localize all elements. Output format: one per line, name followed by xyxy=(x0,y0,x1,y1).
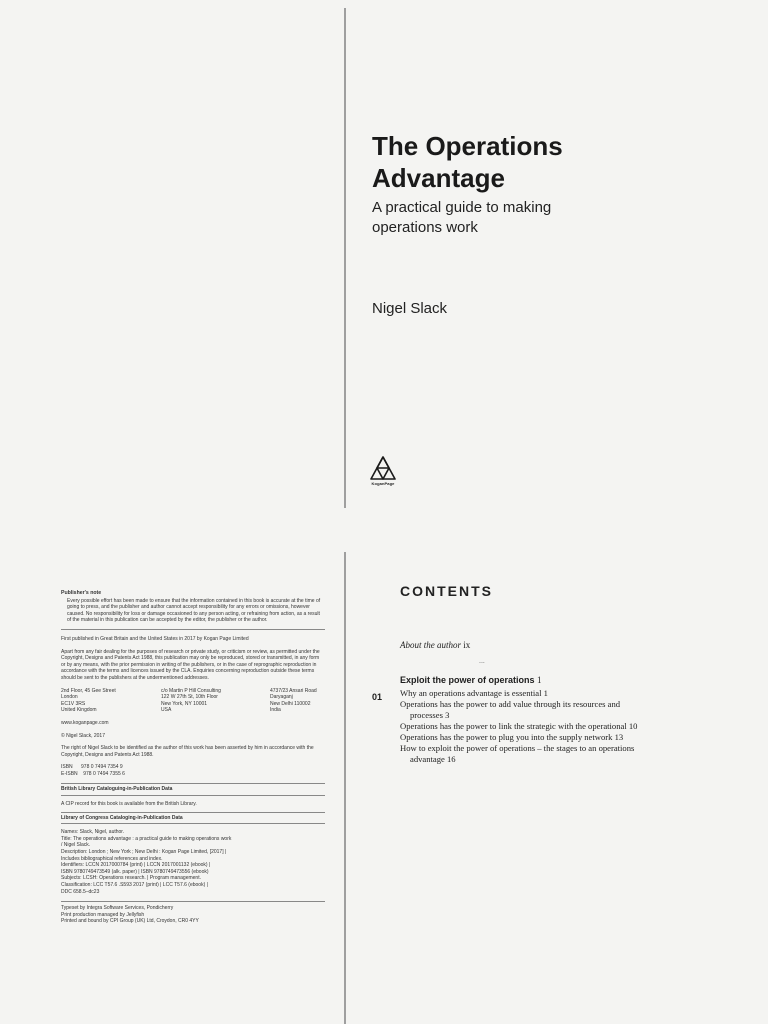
publisher-logo-text: KoganPage xyxy=(371,481,395,486)
publisher-addresses xyxy=(61,688,325,714)
toc-section[interactable]: Operations has the power to add value through its resources and processes 3 xyxy=(400,699,621,720)
toc-section[interactable]: Operations has the power to link the strategic with the operational 10 xyxy=(400,721,638,731)
toc-chapter-1[interactable] xyxy=(400,675,542,685)
toc-about-author-label: About the author xyxy=(400,640,461,650)
isbn: ISBN 978 0 7494 7354 9 xyxy=(61,764,123,771)
page-gutter-bottom xyxy=(344,552,346,1024)
book-subtitle: A practical guide to making operations work xyxy=(372,199,552,236)
loc-cip-heading: Library of Congress Cataloging-in-Publication Data xyxy=(61,812,325,825)
printing-info: Typeset by Integra Software Services, Pondicherry Print production managed by Jellyfish Printed and bound by CPI Group (UK) Ltd, Croydon, CR0 4YY xyxy=(61,901,325,925)
chapter-page: 1 xyxy=(537,675,542,685)
rights-statement: Apart from any fair dealing for the purposes of research or private study, or criticism or review, as permitted under the Copyright, Designs and Patents Act 1988, this publication may only be reproduced, stored or transmitted, in any form or by any means, with the prior permission in writing of the publishers, or in the case of reprographic reproduction in accordance with the terms and licences issued by the CLA. Enquiries concerning reproduction outside these terms should be sent to the publishers at the undermentioned addresses. xyxy=(61,648,320,681)
contents-heading: CONTENTS xyxy=(400,583,493,599)
address-new-york: c/o Martin P Hill Consulting 122 W 27th St, 10th Floor New York, NY 10001 USA xyxy=(161,687,221,714)
eisbn: E-ISBN 978 0 7494 7355 6 xyxy=(61,770,125,777)
chapter-title: Exploit the power of operations xyxy=(400,675,535,685)
website: www.koganpage.com xyxy=(61,719,109,726)
publishers-note-heading: Publisher's note xyxy=(61,590,102,596)
copyright-line: © Nigel Slack, 2017 xyxy=(61,732,105,739)
chapter-number: 01 xyxy=(372,692,383,702)
publishers-note xyxy=(61,586,325,630)
book-title: The Operations Advantage xyxy=(372,131,563,193)
page-gutter-top xyxy=(344,8,346,508)
bl-cip-heading: British Library Cataloguing-in-Publication Data xyxy=(61,783,325,796)
address-new-delhi: 4737/23 Ansari Road Daryaganj New Delhi 110002 India xyxy=(270,687,317,714)
address-london: 2nd Floor, 45 Gee Street London EC1V 3RS United Kingdom xyxy=(61,687,116,714)
moral-right: The right of Nigel Slack to be identified as the author of this work has been asserted by him in accordance with the Copyright, Designs and Patents Act 1988. xyxy=(61,745,314,758)
loc-cip-text: Names: Slack, Nigel, author. Title: The operations advantage : a practical guide to making operations work / Nigel Slack. Description: London ; New York ; New Delhi : Kogan Page Limited, [2017] | Includes bibliographical references and index. Identifiers: LCCN 2017000784 (print) | LCCN 2017001132 (ebook) | ISBN 9780749473549 (alk. paper) | ISBN 9780749473556 (ebook) Subjects: LCSH: Operations research. | Program management. Classification: LCC T57.6 .S593 2017 (print) | LCC T57.6 (ebook) | DDC 658.5–dc23 xyxy=(61,829,232,895)
kogan-page-logo-icon xyxy=(369,455,397,481)
toc-sections xyxy=(400,688,640,765)
book-author: Nigel Slack xyxy=(372,300,448,317)
toc-about-author-page: ix xyxy=(463,640,471,650)
toc-section[interactable]: How to exploit the power of operations – the stages to an operations advantage 16 xyxy=(400,743,635,764)
toc-section[interactable]: Why an operations advantage is essential 1 xyxy=(400,688,548,698)
first-published: First published in Great Britain and the United States in 2017 by Kogan Page Limited xyxy=(61,635,249,642)
continuation-mark: ... xyxy=(479,658,485,665)
copyright-page xyxy=(61,586,325,925)
publishers-note-body: Every possible effort has been made to ensure that the information contained in this book is accurate at the time of going to press, and the publisher and author cannot accept responsibility for any errors or omissions, however caused. No responsibility for loss or damage occasioned to any person acting, or refraining from action, as a result of the material in this publication can be accepted by the editor, the publisher or the author. xyxy=(67,597,321,624)
publisher-logo xyxy=(366,455,400,486)
toc-about-author[interactable] xyxy=(400,640,470,650)
toc-section[interactable]: Operations has the power to plug you into the supply network 13 xyxy=(400,732,624,742)
bl-cip-text: A CIP record for this book is available from the British Library. xyxy=(61,801,197,808)
